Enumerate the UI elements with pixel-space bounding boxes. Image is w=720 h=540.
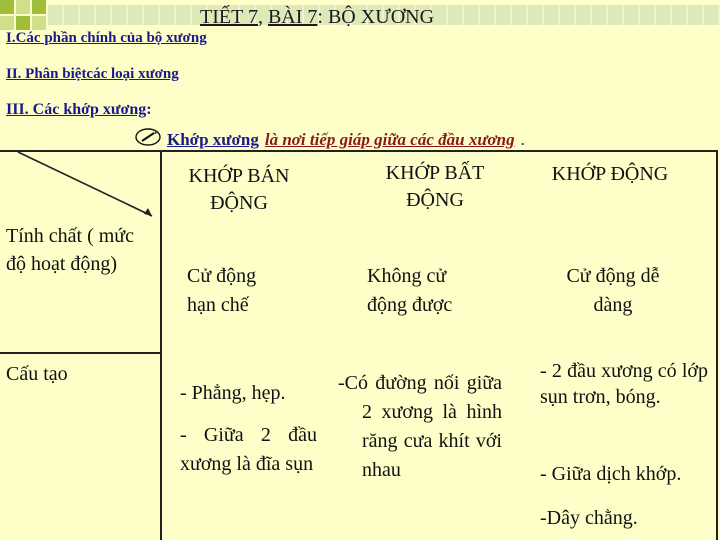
property-semi-movable: Cử động hạn chế (187, 265, 257, 316)
property-immovable: Không cử động được (367, 265, 453, 316)
header-semi-movable: KHỚP BÁN ĐỘNG (188, 165, 290, 214)
table-corner-diagonal (0, 150, 170, 230)
slide-title (200, 6, 434, 29)
table-row-divider (0, 352, 160, 354)
definition-period: . (520, 129, 525, 149)
title-separator: , (257, 6, 268, 28)
structure-semi-line-2: - Giữa 2 đầu xương là đĩa sụn (180, 424, 317, 475)
definition-term: Khớp xương (167, 129, 259, 149)
section-3-heading (6, 101, 152, 119)
section-3-colon: : (146, 101, 152, 118)
structure-immovable: -Có đường nối giữa 2 xương là hình răng cưa khít với nhau (338, 372, 502, 481)
title-lesson-number: TIẾT 7 (200, 6, 258, 28)
row-label-structure: Cấu tạo (6, 363, 68, 385)
title-rest: : BỘ XƯƠNG (317, 6, 435, 28)
definition-text: là nơi tiếp giáp giữa các đầu xương (264, 129, 515, 149)
title-lesson: BÀI 7 (267, 6, 318, 28)
header-movable: KHỚP ĐỘNG (551, 163, 669, 185)
property-movable: Cử động dễ dàng (566, 265, 660, 316)
definition-line (135, 128, 525, 151)
row-label-property: Tính chất ( mức độ hoạt động) (6, 225, 135, 275)
section-2-heading: II. Phân biệtcác loại xương (6, 66, 179, 82)
header-immovable: KHỚP BẤT ĐỘNG (385, 162, 485, 211)
structure-movable-line-1: - 2 đầu xương có lớp sụn trơn, bóng. (540, 360, 708, 408)
structure-movable-line-2: - Giữa dịch khớp. (540, 463, 682, 485)
pencil-icon (135, 128, 161, 151)
section-1-heading: I.Các phần chính của bộ xương (6, 30, 207, 46)
section-3-label: III. Các khớp xương (6, 101, 147, 118)
structure-movable-line-3: -Dây chằng. (540, 507, 638, 529)
structure-semi-line-1: - Phẳng, hẹp. (180, 382, 286, 404)
